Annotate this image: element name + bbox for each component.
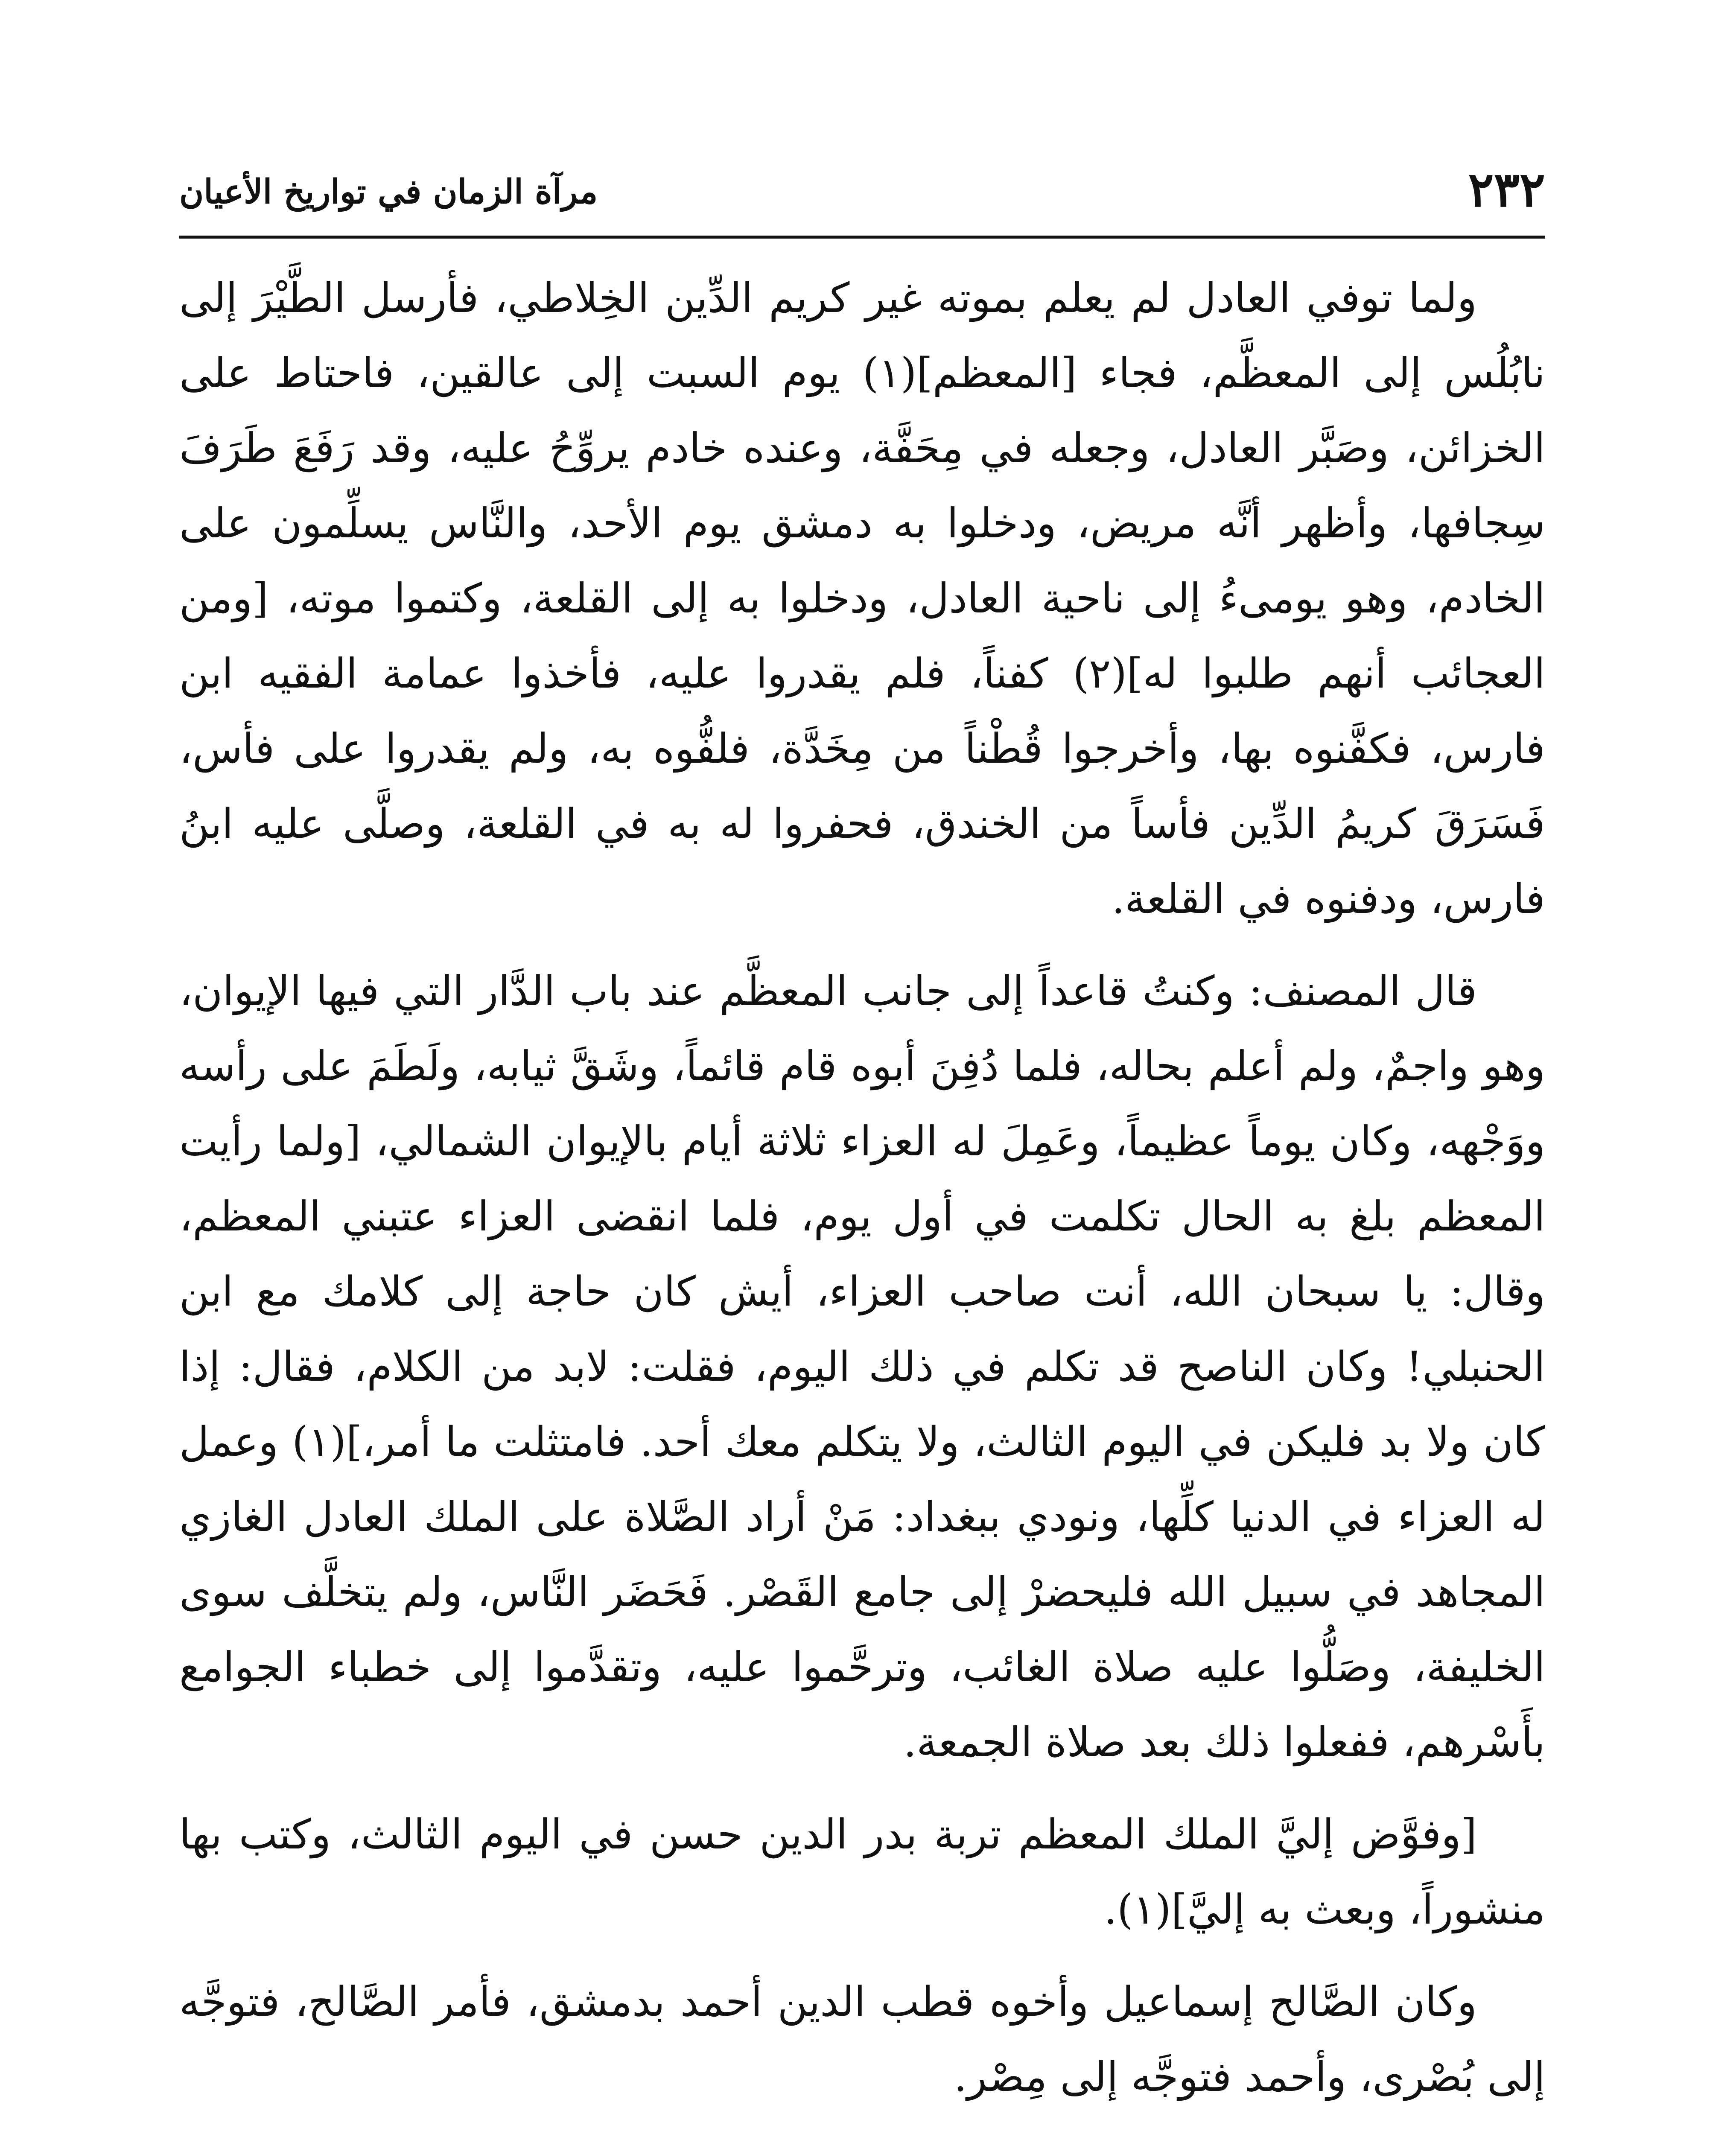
running-title: مرآة الزمان في تواريخ الأعيان [179,172,598,211]
paragraph: ولما توفي العادل لم يعلم بموته غير كريم الدِّين الخِلاطي، فأرسل الطَّيْرَ إلى نابُلُس إلى المعظَّم، فجاء [المعظم](١) يوم السبت إلى عالقين، فاحتاط على الخزائن، وصَبَّر العادل، وجعله في مِحَفَّة، وعنده خادم يروِّحُ عليه، وقد رَفَعَ طَرَفَ سِجافها، وأظهر أنَّه مريض، ودخلوا به دمشق يوم الأحد، والنَّاس يسلِّمون على الخادم، وهو يومىءُ إلى ناحية العادل، ودخلوا به إلى القلعة، وكتموا موته، [ومن العجائب أنهم طلبوا له](٢) كفناً، فلم يقدروا عليه، فأخذوا عمامة الفقيه ابن فارس، فكفَّنوه بها، وأخرجوا قُطْناً من مِخَدَّة، فلفُّوه به، ولم يقدروا على فأس، فَسَرَقَ كريمُ الدِّين فأساً من الخندق، فحفروا له به في القلعة، وصلَّى عليه ابنُ فارس، ودفنوه في القلعة. [179,274,1546,923]
header-rule [179,236,1545,239]
main-text [179,260,1545,2131]
paragraph: وكان الصَّالح إسماعيل وأخوه قطب الدين أحمد بدمشق، فأمر الصَّالح، فتوجَّه إلى بُصْرى، وأحمد فتوجَّه إلى مِصْر. [179,1978,1545,2101]
page-header [179,158,1545,226]
paragraph: قال المصنف: وكنتُ قاعداً إلى جانب المعظَّم عند باب الدَّار التي فيها الإيوان، وهو واجمٌ، ولم أعلم بحاله، فلما دُفِنَ أبوه قام قائماً، وشَقَّ ثيابه، ولَطَمَ على رأسه ووَجْهه، وكان يوماً عظيماً، وعَمِلَ له العزاء ثلاثة أيام بالإيوان الشمالي، [ولما رأيت المعظم بلغ به الحال تكلمت في أول يوم، فلما انقضى العزاء عتبني المعظم، وقال: يا سبحان الله، أنت صاحب العزاء، أيش كان حاجة إلى كلامك مع ابن الحنبلي! وكان الناصح قد تكلم في ذلك اليوم، فقلت: لابد من الكلام، فقال: إذا كان ولا بد فليكن في اليوم الثالث، ولا يتكلم معك أحد. فامتثلت ما أمر،](١) وعمل له العزاء في الدنيا كلِّها، ونودي ببغداد: مَنْ أراد الصَّلاة على الملك العادل الغازي المجاهد في سبيل الله فليحضرْ إلى جامع القَصْر. فَحَضَر النَّاس، ولم يتخلَّف سوى الخليفة، وصَلُّوا عليه صلاة الغائب، وترحَّموا عليه، وتقدَّموا إلى خطباء الجوامع بأَسْرهم، ففعلوا ذلك بعد صلاة الجمعة. [179,967,1546,1766]
page-number: ٢٣٢ [1468,162,1545,218]
paragraph: [وفوَّض إليَّ الملك المعظم تربة بدر الدين حسن في اليوم الثالث، وكتب بها منشوراً، وبعث به إليَّ](١). [179,1810,1545,1933]
